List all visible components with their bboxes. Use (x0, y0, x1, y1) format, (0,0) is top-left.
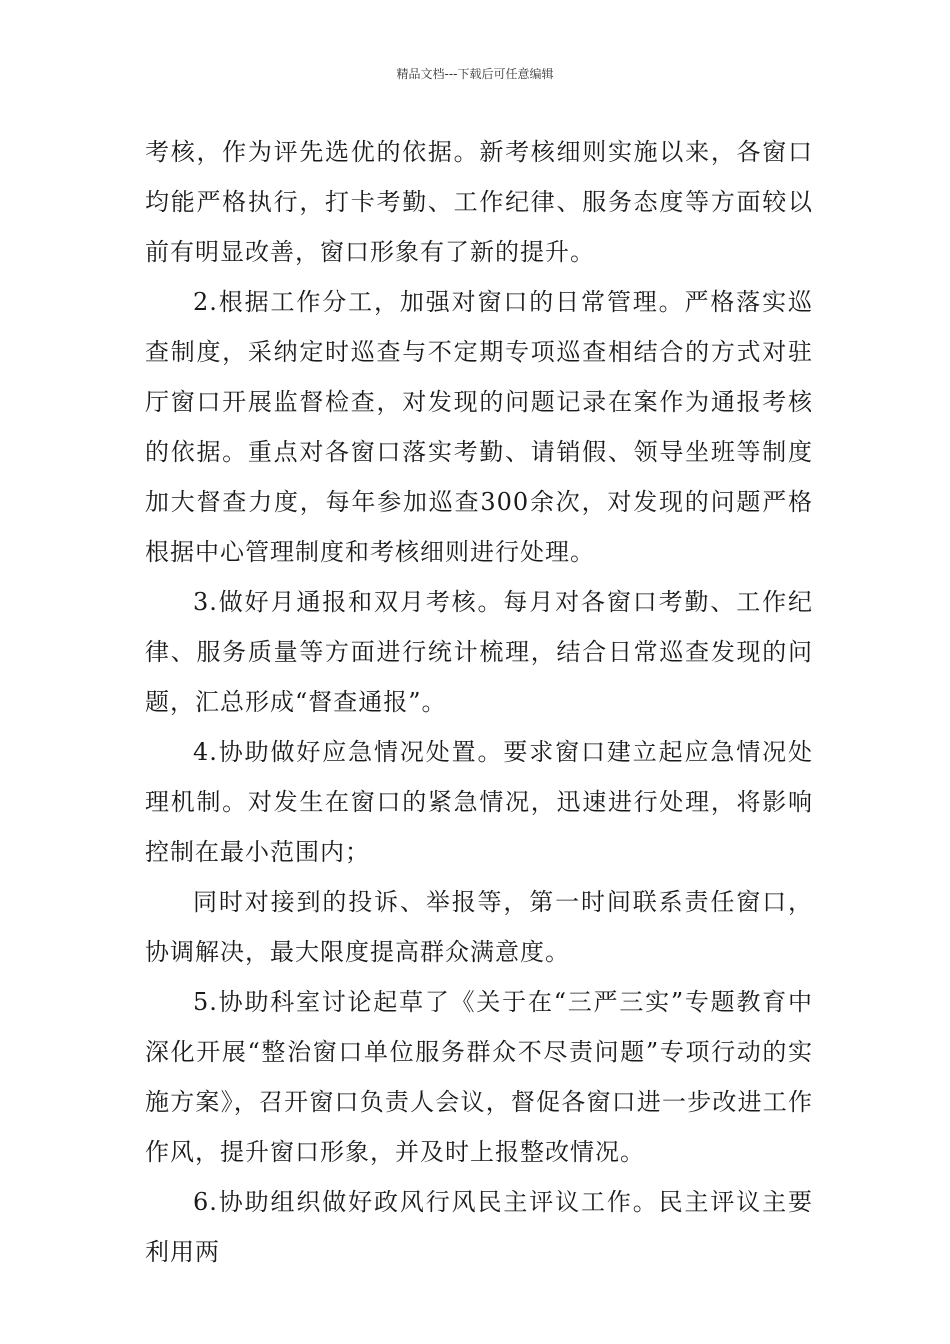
paragraph-3: 3.做好月通报和双月考核。每月对各窗口考勤、工作纪律、服务质量等方面进行统计梳理，结合日常巡查发现的问题，汇总形成“督查通报”。 (145, 588, 813, 716)
document-body (145, 127, 813, 1277)
paragraph-6: 5.协助科室讨论起草了《关于在“三严三实”专题教育中深化开展“整治窗口单位服务群众不尽责问题”专项行动的实施方案》，召开窗口负责人会议，督促各窗口进一步改进工作作风，提升窗口形象，并及时上报整改情况。 (145, 988, 813, 1166)
paragraph-4: 4.协助做好应急情况处置。要求窗口建立起应急情况处理机制。对发生在窗口的紧急情况，迅速进行处理，将影响控制在最小范围内； (145, 738, 813, 866)
paragraph-7: 6.协助组织做好政风行风民主评议工作。民主评议主要利用两 (145, 1188, 813, 1266)
paragraph-1: 考核，作为评先选优的依据。新考核细则实施以来，各窗口均能严格执行，打卡考勤、工作纪律、服务态度等方面较以前有明显改善，窗口形象有了新的提升。 (145, 138, 813, 266)
paragraph-5: 同时对接到的投诉、举报等，第一时间联系责任窗口，协调解决，最大限度提高群众满意度。 (145, 888, 813, 966)
page-header: 精品文档---下载后可任意编辑 (396, 67, 554, 81)
paragraph-2: 2.根据工作分工，加强对窗口的日常管理。严格落实巡查制度，采纳定时巡查与不定期专项巡查相结合的方式对驻厅窗口开展监督检查，对发现的问题记录在案作为通报考核的依据。重点对各窗口落实考勤、请销假、领导坐班等制度加大督查力度，每年参加巡查300余次，对发现的问题严格根据中心管理制度和考核细则进行处理。 (145, 288, 813, 566)
